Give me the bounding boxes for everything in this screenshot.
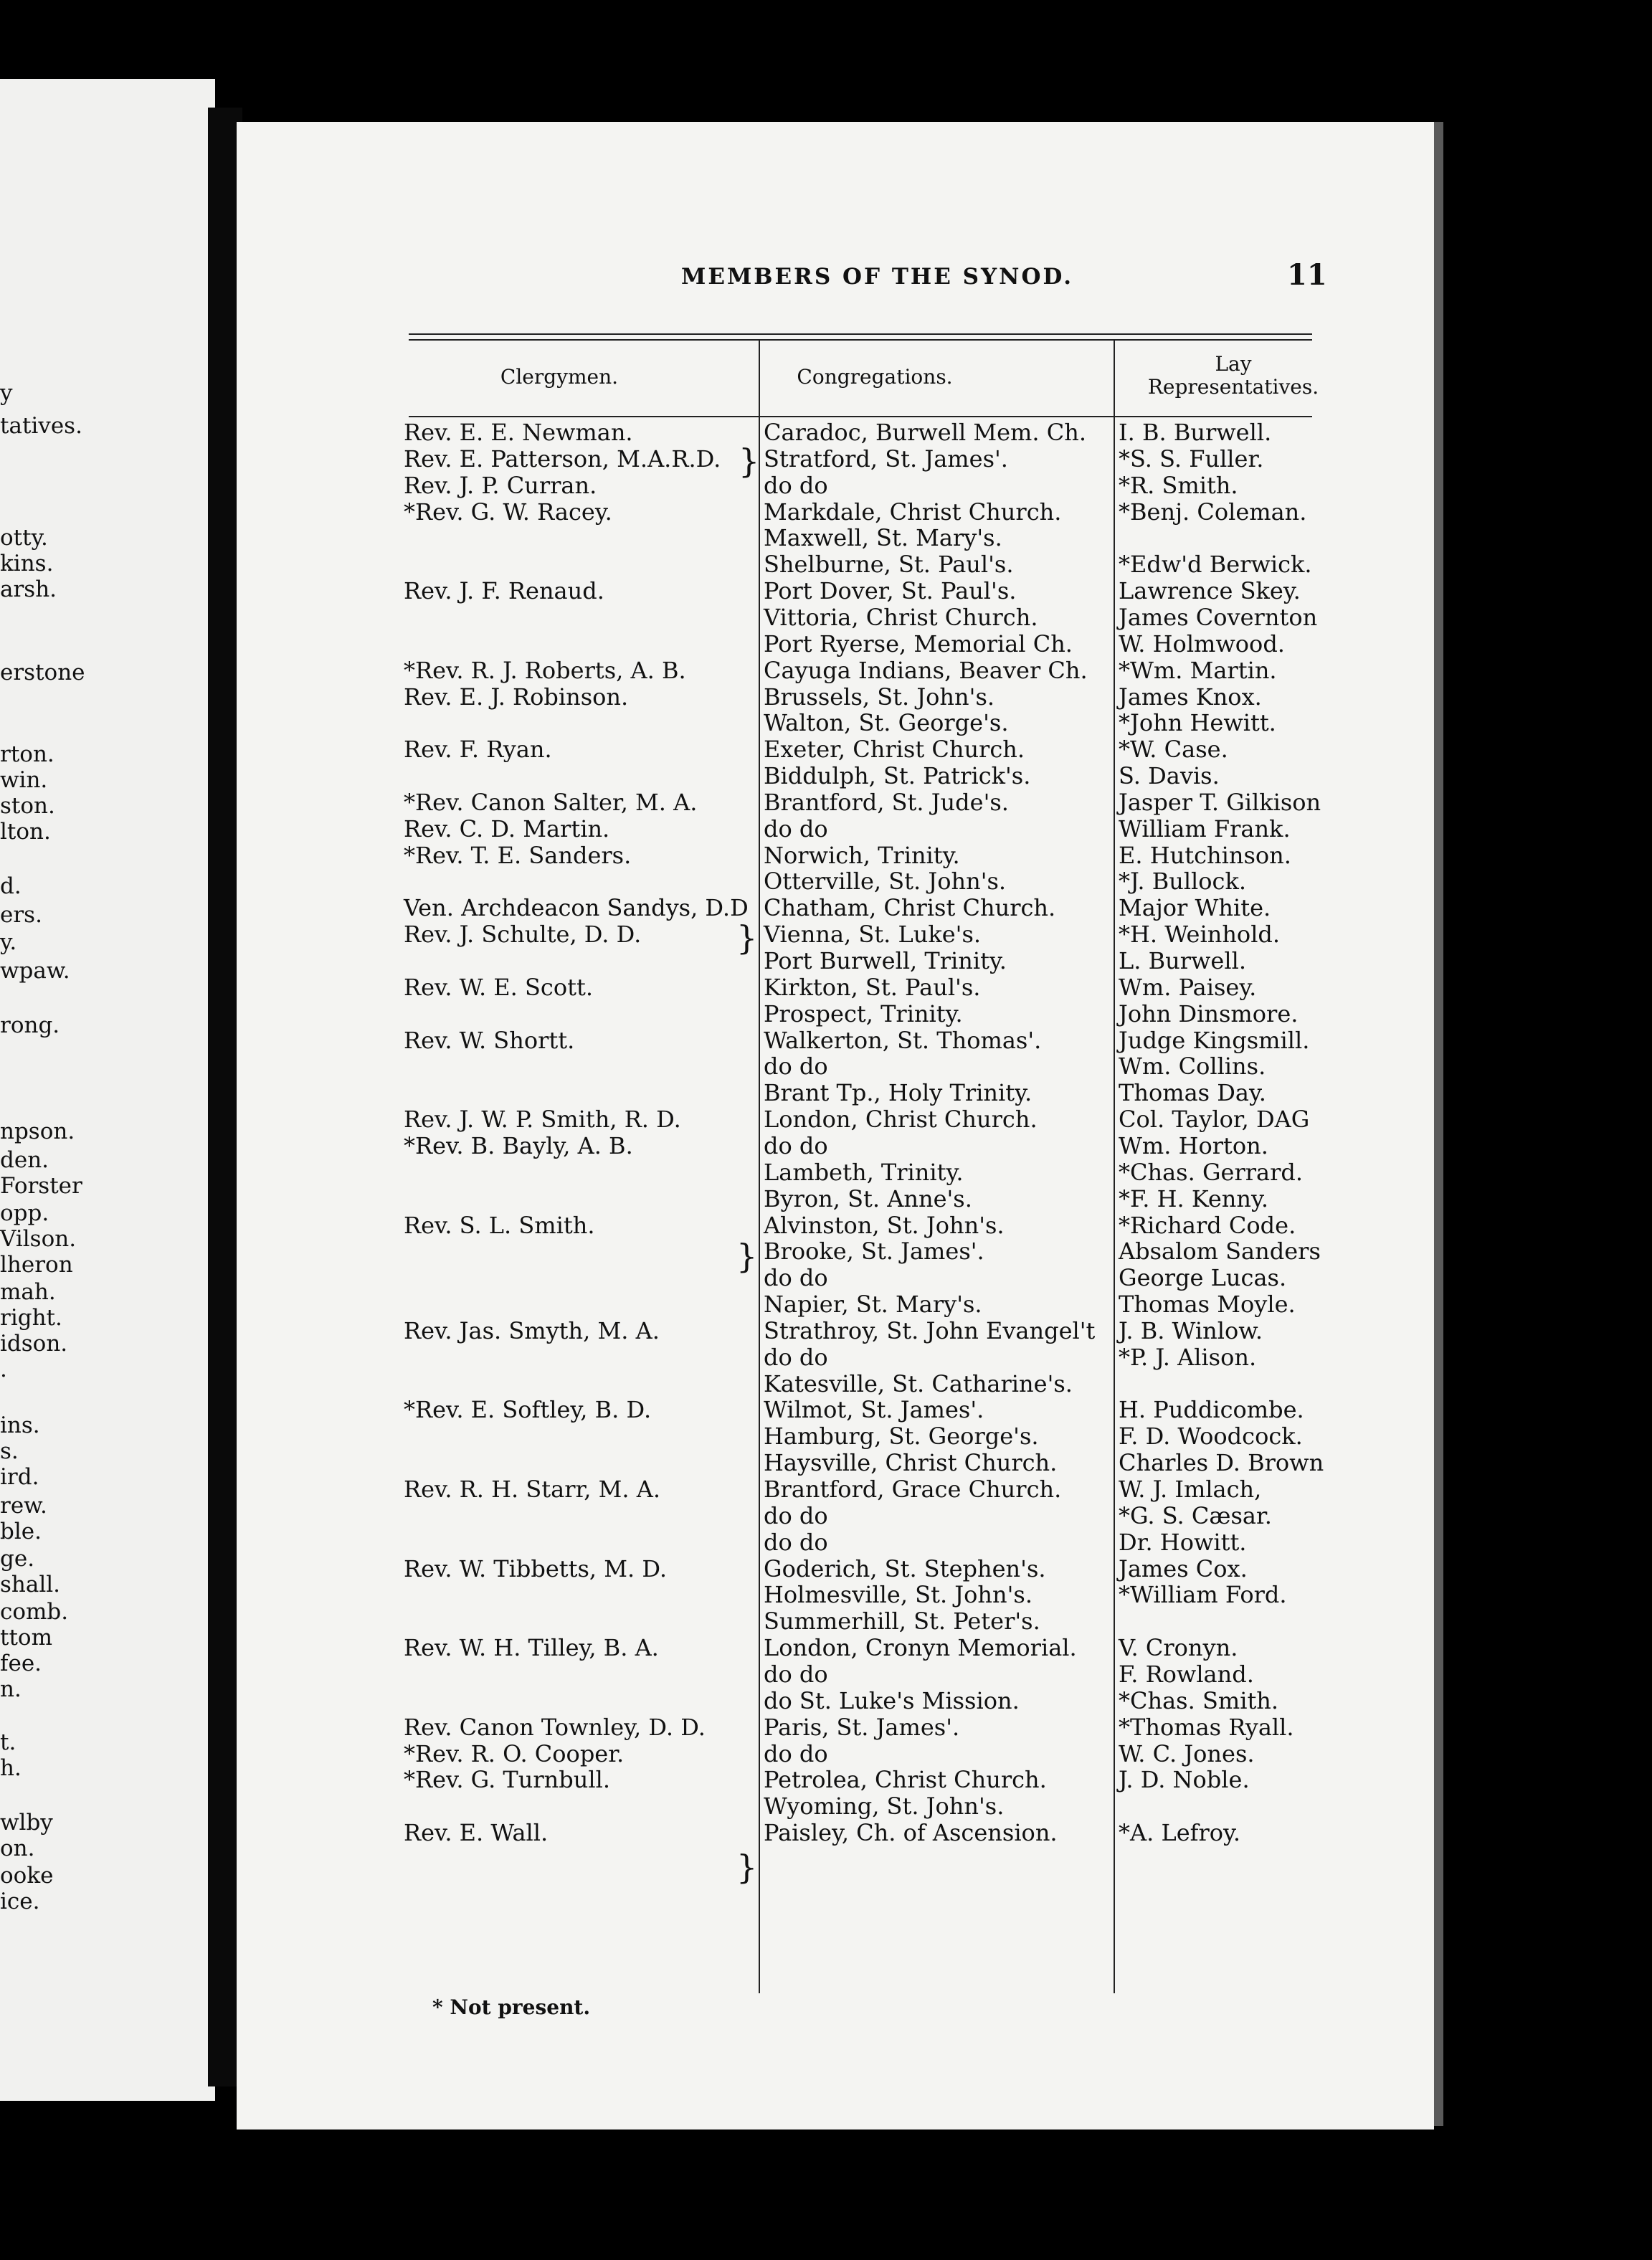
clergyman-cell: Rev. R. H. Starr, M. A. (404, 1476, 661, 1503)
lay-representative-cell: E. Hutchinson. (1119, 841, 1291, 869)
congregation-cell: Vienna, St. Luke's. (764, 921, 982, 949)
congregation-cell: Alvinston, St. John's. (764, 1211, 1005, 1239)
left-page-fragment: lheron (0, 1252, 73, 1278)
lay-representative-cell: *William Ford. (1119, 1581, 1287, 1609)
lay-representative-cell: William Frank. (1119, 815, 1291, 842)
left-page-fragment: den. (0, 1147, 49, 1173)
left-page-fragment: shall. (0, 1572, 61, 1597)
table-row (237, 1001, 1434, 1027)
clergyman-cell: Rev. E. J. Robinson. (404, 683, 629, 711)
table-row (237, 1080, 1434, 1106)
lay-representative-cell: Col. Taylor, DAG (1119, 1106, 1310, 1134)
clergyman-cell: *Rev. T. E. Sanders. (404, 841, 632, 869)
lay-representative-cell: *J. Bullock. (1119, 868, 1247, 896)
table-row (237, 1027, 1434, 1054)
clergyman-cell: Rev. W. H. Tilley, B. A. (404, 1634, 659, 1662)
table-row (237, 1661, 1434, 1688)
lay-representative-cell: Wm. Horton. (1119, 1131, 1268, 1159)
left-page-fragment: lton. (0, 819, 51, 845)
left-page-fragment: t. (0, 1729, 16, 1755)
clergyman-cell: Rev. E. Patterson, M.A.R.D. (404, 445, 721, 473)
table-row (237, 1582, 1434, 1608)
running-head: MEMBERS OF THE SYNOD. (681, 264, 1074, 290)
lay-representative-cell: Wm. Collins. (1119, 1053, 1266, 1081)
column-header-lay-line2: Representatives. (1147, 375, 1319, 399)
congregation-cell: do do (764, 1264, 828, 1292)
lay-representative-cell: L. Burwell. (1119, 947, 1246, 974)
table-row (237, 868, 1434, 895)
congregation-cell: Otterville, St. John's. (764, 868, 1007, 896)
brace-icon: } (736, 1237, 758, 1276)
congregation-cell: Cayuga Indians, Beaver Ch. (764, 656, 1088, 684)
congregation-cell: do do (764, 1343, 828, 1371)
lay-representative-cell: *P. J. Alison. (1119, 1343, 1257, 1371)
table-row (237, 1450, 1434, 1476)
congregation-cell: Lambeth, Trinity. (764, 1158, 964, 1186)
table-row (237, 948, 1434, 974)
left-page-fragment: s. (0, 1438, 19, 1464)
table-row (237, 1371, 1434, 1397)
table-row (237, 1556, 1434, 1582)
table-row (237, 419, 1434, 446)
lay-representative-cell: Wm. Paisey. (1119, 973, 1257, 1001)
congregation-cell: Exeter, Christ Church. (764, 736, 1025, 764)
congregation-cell: Brantford, Grace Church. (764, 1476, 1062, 1503)
left-page-fragment: otty. (0, 525, 48, 551)
column-header-lay-line1: Lay (1215, 352, 1252, 376)
right-page (237, 122, 1434, 2130)
left-page-fragment: mah. (0, 1279, 56, 1305)
left-page-fragment: ird. (0, 1464, 39, 1490)
lay-representative-cell: John Dinsmore. (1119, 1000, 1299, 1027)
left-page-fragment: erstone (0, 660, 85, 685)
congregation-cell: Goderich, St. Stephen's. (764, 1554, 1046, 1582)
congregation-cell: do do (764, 1660, 828, 1688)
table-row (237, 1291, 1434, 1318)
congregation-cell: Paisley, Ch. of Ascension. (764, 1819, 1058, 1847)
clergyman-cell: Rev. J. W. P. Smith, R. D. (404, 1106, 681, 1134)
lay-representative-cell: James Knox. (1119, 683, 1262, 711)
congregation-cell: Hamburg, St. George's. (764, 1423, 1039, 1451)
congregation-cell: Markdale, Christ Church. (764, 498, 1062, 526)
table-row (237, 1635, 1434, 1661)
table-row (237, 1053, 1434, 1080)
congregation-cell: do do (764, 1739, 828, 1767)
table-row (237, 1186, 1434, 1212)
congregation-cell: London, Cronyn Memorial. (764, 1634, 1077, 1662)
top-rule-double (409, 339, 1312, 341)
table-row (237, 473, 1434, 499)
lay-representative-cell: James Cox. (1119, 1554, 1248, 1582)
clergyman-cell: *Rev. E. Softley, B. D. (404, 1396, 652, 1424)
lay-representative-cell: V. Cronyn. (1119, 1634, 1238, 1662)
left-page-fragment: ttom (0, 1625, 52, 1651)
table-row (237, 1608, 1434, 1635)
lay-representative-cell: *W. Case. (1119, 736, 1228, 764)
left-page-fragment: . (0, 1357, 7, 1382)
table-row (237, 1159, 1434, 1186)
left-page-fragment: ice. (0, 1889, 40, 1914)
clergyman-cell: *Rev. B. Bayly, A. B. (404, 1131, 633, 1159)
congregation-cell: Wyoming, St. John's. (764, 1793, 1005, 1820)
table-row (237, 1476, 1434, 1503)
left-page-fragment: npson. (0, 1119, 75, 1144)
left-page-fragment: right. (0, 1305, 62, 1331)
left-page-fragment: idson. (0, 1331, 68, 1357)
congregation-cell: Port Burwell, Trinity. (764, 947, 1007, 974)
lay-representative-cell: J. B. Winlow. (1119, 1316, 1263, 1344)
clergyman-cell: Rev. S. L. Smith. (404, 1211, 595, 1239)
brace-icon: } (736, 1848, 758, 1886)
clergyman-cell: Rev. J. P. Curran. (404, 471, 597, 499)
congregation-cell: Summerhill, St. Peter's. (764, 1608, 1040, 1635)
congregation-cell: Haysville, Christ Church. (764, 1449, 1058, 1477)
table-row (237, 1688, 1434, 1714)
lay-representative-cell: Judge Kingsmill. (1119, 1026, 1310, 1054)
lay-representative-cell: *John Hewitt. (1119, 709, 1276, 737)
table-row (237, 631, 1434, 657)
lay-representative-cell: Lawrence Skey. (1119, 577, 1301, 605)
lay-representative-cell: *Richard Code. (1119, 1211, 1296, 1239)
left-page-fragment: arsh. (0, 576, 57, 602)
congregation-cell: do St. Luke's Mission. (764, 1686, 1020, 1714)
clergyman-cell: Rev. W. E. Scott. (404, 973, 593, 1001)
table-row (237, 789, 1434, 816)
brace-icon: } (736, 918, 758, 957)
table-row (237, 657, 1434, 684)
congregation-cell: Walkerton, St. Thomas'. (764, 1026, 1042, 1054)
left-page-fragment: tatives. (0, 413, 82, 439)
congregation-cell: do do (764, 1053, 828, 1081)
clergyman-cell: Rev. E. E. Newman. (404, 419, 633, 446)
lay-representative-cell: Jasper T. Gilkison (1119, 788, 1321, 816)
congregation-cell: do do (764, 815, 828, 842)
brace-icon: } (739, 442, 760, 480)
lay-representative-cell: James Covernton (1119, 603, 1318, 631)
table-row (237, 551, 1434, 578)
congregation-cell: Caradoc, Burwell Mem. Ch. (764, 419, 1086, 446)
table-row (237, 1238, 1434, 1265)
lay-representative-cell: I. B. Burwell. (1119, 419, 1272, 446)
clergyman-cell: Ven. Archdeacon Sandys, D.D (404, 894, 749, 922)
table-row (237, 1529, 1434, 1556)
table-row (237, 921, 1434, 948)
table-row (237, 1212, 1434, 1239)
top-rule (409, 333, 1312, 335)
footnote: * Not present. (432, 1995, 591, 2019)
clergyman-cell: Rev. F. Ryan. (404, 736, 552, 764)
congregation-cell: Chatham, Christ Church. (764, 894, 1056, 922)
table-row (237, 763, 1434, 789)
clergyman-cell: *Rev. G. Turnbull. (404, 1766, 611, 1794)
lay-representative-cell: Major White. (1119, 894, 1271, 922)
congregation-cell: Wilmot, St. James'. (764, 1396, 984, 1424)
table-row (237, 604, 1434, 631)
lay-representative-cell: Dr. Howitt. (1119, 1528, 1247, 1556)
left-page-fragment: rton. (0, 741, 54, 767)
congregation-cell: Walton, St. George's. (764, 709, 1009, 737)
header-bottom-rule (409, 416, 1312, 417)
clergyman-cell: *Rev. R. O. Cooper. (404, 1739, 625, 1767)
left-page-fragment: win. (0, 767, 48, 793)
lay-representative-cell: *R. Smith. (1119, 471, 1238, 499)
congregation-cell: Port Ryerse, Memorial Ch. (764, 630, 1073, 657)
congregation-cell: Stratford, St. James'. (764, 445, 1008, 473)
left-page-fragment: y (0, 380, 13, 406)
table-row (237, 895, 1434, 921)
lay-representative-cell: W. Holmwood. (1119, 630, 1285, 657)
table-row (237, 1133, 1434, 1159)
left-page-fragment: fee. (0, 1651, 42, 1676)
table-row (237, 1397, 1434, 1423)
left-page-fragment: h. (0, 1755, 22, 1781)
lay-representative-cell: *Thomas Ryall. (1119, 1713, 1294, 1741)
congregation-cell: Biddulph, St. Patrick's. (764, 762, 1031, 790)
congregation-cell: Vittoria, Christ Church. (764, 603, 1038, 631)
table-row (237, 710, 1434, 736)
congregation-cell: Napier, St. Mary's. (764, 1291, 982, 1319)
lay-representative-cell: *Benj. Coleman. (1119, 498, 1307, 526)
table-row (237, 1714, 1434, 1741)
lay-representative-cell: *Edw'd Berwick. (1119, 551, 1312, 579)
left-page-fragment: ble. (0, 1519, 42, 1544)
lay-representative-cell: H. Puddicombe. (1119, 1396, 1304, 1424)
congregation-cell: Strathroy, St. John Evangel't (764, 1316, 1096, 1344)
congregation-cell: Katesville, St. Catharine's. (764, 1369, 1073, 1397)
left-page-text-fragments (0, 79, 215, 2101)
left-page-fragment: ge. (0, 1546, 35, 1572)
table-row (237, 1265, 1434, 1291)
table-row (237, 1767, 1434, 1793)
left-page-fragment: rong. (0, 1012, 60, 1038)
table-row (237, 1820, 1434, 1846)
table-row (237, 1503, 1434, 1529)
left-page-fragment: rew. (0, 1493, 47, 1519)
congregation-cell: Prospect, Trinity. (764, 1000, 963, 1027)
left-page-fragment: ston. (0, 793, 55, 819)
table-row (237, 578, 1434, 604)
lay-representative-cell: *Chas. Smith. (1119, 1686, 1279, 1714)
table-row (237, 499, 1434, 526)
congregation-cell: Petrolea, Christ Church. (764, 1766, 1047, 1794)
lay-representative-cell: Thomas Moyle. (1119, 1291, 1296, 1319)
clergyman-cell: *Rev. Canon Salter, M. A. (404, 788, 698, 816)
congregation-cell: Brooke, St. James'. (764, 1238, 984, 1266)
clergyman-cell: Rev. C. D. Martin. (404, 815, 610, 842)
table-row (237, 1793, 1434, 1820)
clergyman-cell: Rev. W. Tibbetts, M. D. (404, 1554, 668, 1582)
table-row (237, 842, 1434, 869)
left-page-fragment: comb. (0, 1599, 69, 1625)
left-page-fragment: Forster (0, 1173, 82, 1199)
congregation-cell: Brant Tp., Holy Trinity. (764, 1079, 1032, 1107)
lay-representative-cell: *S. S. Fuller. (1119, 445, 1264, 473)
lay-representative-cell: J. D. Noble. (1119, 1766, 1250, 1794)
column-header-congregations: Congregations. (797, 365, 953, 389)
congregation-cell: Shelburne, St. Paul's. (764, 551, 1014, 579)
lay-representative-cell: F. Rowland. (1119, 1660, 1254, 1688)
lay-representative-cell: S. Davis. (1119, 762, 1220, 790)
congregation-cell: do do (764, 1528, 828, 1556)
table-row (237, 446, 1434, 473)
left-page-fragment: y. (0, 929, 17, 955)
congregation-cell: do do (764, 1131, 828, 1159)
lay-representative-cell: *F. H. Kenny. (1119, 1184, 1269, 1212)
congregation-cell: Paris, St. James'. (764, 1713, 960, 1741)
congregation-cell: do do (764, 471, 828, 499)
left-page-fragment: wlby (0, 1810, 53, 1836)
lay-representative-cell: F. D. Woodcock. (1119, 1423, 1303, 1451)
column-header-clergymen: Clergymen. (500, 365, 619, 389)
congregation-cell: Brantford, St. Jude's. (764, 788, 1009, 816)
left-page-fragment: ins. (0, 1412, 40, 1438)
page-number: 11 (1287, 258, 1327, 292)
clergyman-cell: Rev. E. Wall. (404, 1819, 549, 1847)
congregation-cell: Holmesville, St. John's. (764, 1581, 1032, 1609)
table-row (237, 525, 1434, 551)
lay-representative-cell: *Wm. Martin. (1119, 656, 1277, 684)
table-row (237, 1741, 1434, 1767)
left-page-fragment: kins. (0, 551, 54, 576)
congregation-cell: Norwich, Trinity. (764, 841, 960, 869)
lay-representative-cell: Absalom Sanders (1119, 1238, 1321, 1266)
left-page-fragment: wpaw. (0, 958, 70, 984)
left-page (0, 79, 215, 2101)
left-page-fragment: on. (0, 1836, 35, 1861)
table-row (237, 974, 1434, 1001)
table-row (237, 684, 1434, 711)
table-row (237, 1106, 1434, 1133)
clergyman-cell: Rev. W. Shortt. (404, 1026, 575, 1054)
lay-representative-cell: *Chas. Gerrard. (1119, 1158, 1304, 1186)
clergyman-cell: Rev. J. Schulte, D. D. (404, 921, 642, 949)
table-row (237, 736, 1434, 763)
congregation-cell: Byron, St. Anne's. (764, 1184, 972, 1212)
congregation-cell: Kirkton, St. Paul's. (764, 973, 981, 1001)
lay-representative-cell: W. C. Jones. (1119, 1739, 1255, 1767)
left-page-fragment: Vilson. (0, 1226, 77, 1252)
table-row (237, 1344, 1434, 1371)
congregation-cell: Port Dover, St. Paul's. (764, 577, 1017, 605)
congregation-cell: Brussels, St. John's. (764, 683, 995, 711)
clergyman-cell: *Rev. G. W. Racey. (404, 498, 612, 526)
lay-representative-cell: *H. Weinhold. (1119, 921, 1281, 949)
clergyman-cell: Rev. Canon Townley, D. D. (404, 1713, 706, 1741)
left-page-fragment: n. (0, 1676, 22, 1702)
left-page-fragment: ooke (0, 1863, 54, 1889)
lay-representative-cell: W. J. Imlach, (1119, 1476, 1262, 1503)
lay-representative-cell: George Lucas. (1119, 1264, 1287, 1292)
lay-representative-cell: *A. Lefroy. (1119, 1819, 1241, 1847)
clergyman-cell: Rev. Jas. Smyth, M. A. (404, 1316, 660, 1344)
table-row (237, 1318, 1434, 1344)
table-row (237, 816, 1434, 842)
lay-representative-cell: Thomas Day. (1119, 1079, 1266, 1107)
congregation-cell: Maxwell, St. Mary's. (764, 524, 1002, 552)
left-page-fragment: opp. (0, 1200, 49, 1226)
lay-representative-cell: *G. S. Cæsar. (1119, 1501, 1272, 1529)
clergyman-cell: *Rev. R. J. Roberts, A. B. (404, 656, 686, 684)
congregation-cell: do do (764, 1501, 828, 1529)
clergyman-cell: Rev. J. F. Renaud. (404, 577, 604, 605)
left-page-fragment: ers. (0, 902, 42, 928)
table-row (237, 1423, 1434, 1450)
lay-representative-cell: Charles D. Brown (1119, 1449, 1324, 1477)
left-page-fragment: d. (0, 873, 22, 899)
congregation-cell: London, Christ Church. (764, 1106, 1038, 1134)
